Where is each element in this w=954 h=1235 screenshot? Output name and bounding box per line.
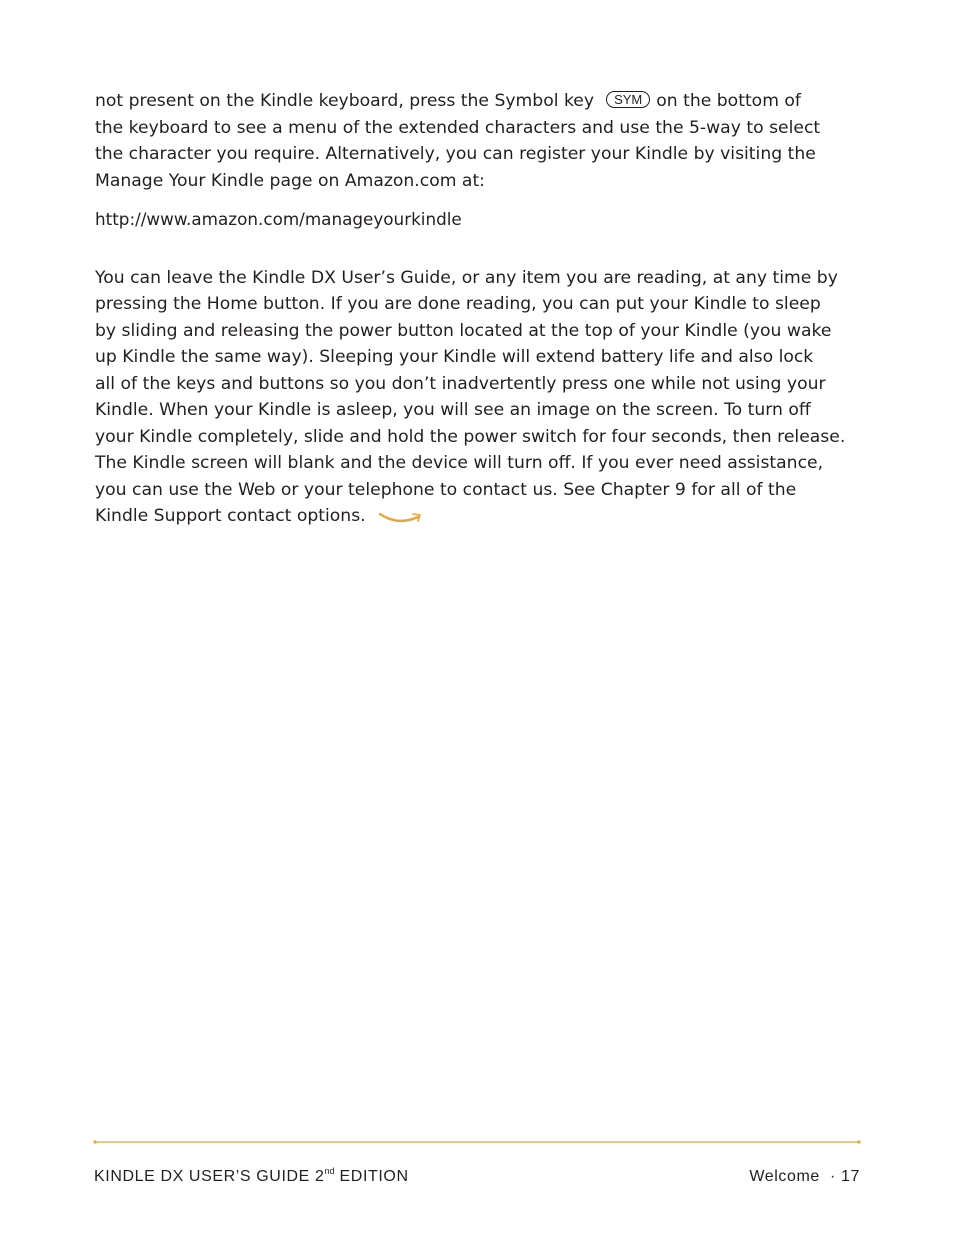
- separator-dot: ·: [830, 1168, 836, 1185]
- text-line: by sliding and releasing the power button located at the top of your Kindle (you wake: [95, 320, 832, 341]
- guide-title-text: KINDLE DX USER’S GUIDE 2: [94, 1168, 325, 1185]
- text-span: Kindle Support contact options.: [95, 506, 366, 526]
- text-span: not present on the Kindle keyboard, press the Symbol key: [95, 91, 595, 111]
- guide-title-edition: EDITION: [334, 1168, 409, 1185]
- text-line: [95, 503, 870, 530]
- text-line: the keyboard to see a menu of the extended characters and use the 5-way to select: [95, 117, 821, 138]
- amazon-smile-icon: [378, 509, 426, 525]
- text-line: pressing the Home button. If you are done reading, you can put your Kindle to sleep: [95, 294, 821, 314]
- text-line: [95, 88, 870, 115]
- footer-divider: [93, 1140, 861, 1144]
- text-line: all of the keys and buttons so you don’t inadvertently press one while not using your: [95, 373, 826, 394]
- sym-key-icon: SYM: [606, 91, 650, 108]
- section-name: Welcome: [749, 1168, 820, 1185]
- text-line: up Kindle the same way). Sleeping your Kindle will extend battery life and also lock: [95, 347, 814, 367]
- text-line: the character you require. Alternatively, you can register your Kindle by visiting the: [95, 144, 816, 164]
- paragraph-register: [95, 88, 870, 194]
- page-content: [95, 88, 870, 530]
- footer-guide-title: [94, 1168, 409, 1186]
- text-line: You can leave the Kindle DX User’s Guide, or any item you are reading, at any time by: [95, 267, 838, 288]
- paragraph-leave-guide: [95, 265, 870, 530]
- manage-kindle-link[interactable]: http://www.amazon.com/manageyourkindle: [95, 209, 462, 229]
- page-number: 17: [841, 1168, 860, 1185]
- text-line: you can use the Web or your telephone to contact us. See Chapter 9 for all of the: [95, 479, 797, 500]
- text-line: Manage Your Kindle page on Amazon.com at:: [95, 170, 485, 191]
- footer-page-info: [749, 1168, 860, 1186]
- text-line: Kindle. When your Kindle is asleep, you will see an image on the screen. To turn off: [95, 400, 811, 420]
- text-line: your Kindle completely, slide and hold the power switch for four seconds, then release.: [95, 426, 846, 447]
- text-line: The Kindle screen will blank and the device will turn off. If you ever need assistance,: [95, 453, 824, 473]
- edition-superscript: nd: [324, 1166, 335, 1176]
- text-span: on the bottom of: [656, 91, 801, 111]
